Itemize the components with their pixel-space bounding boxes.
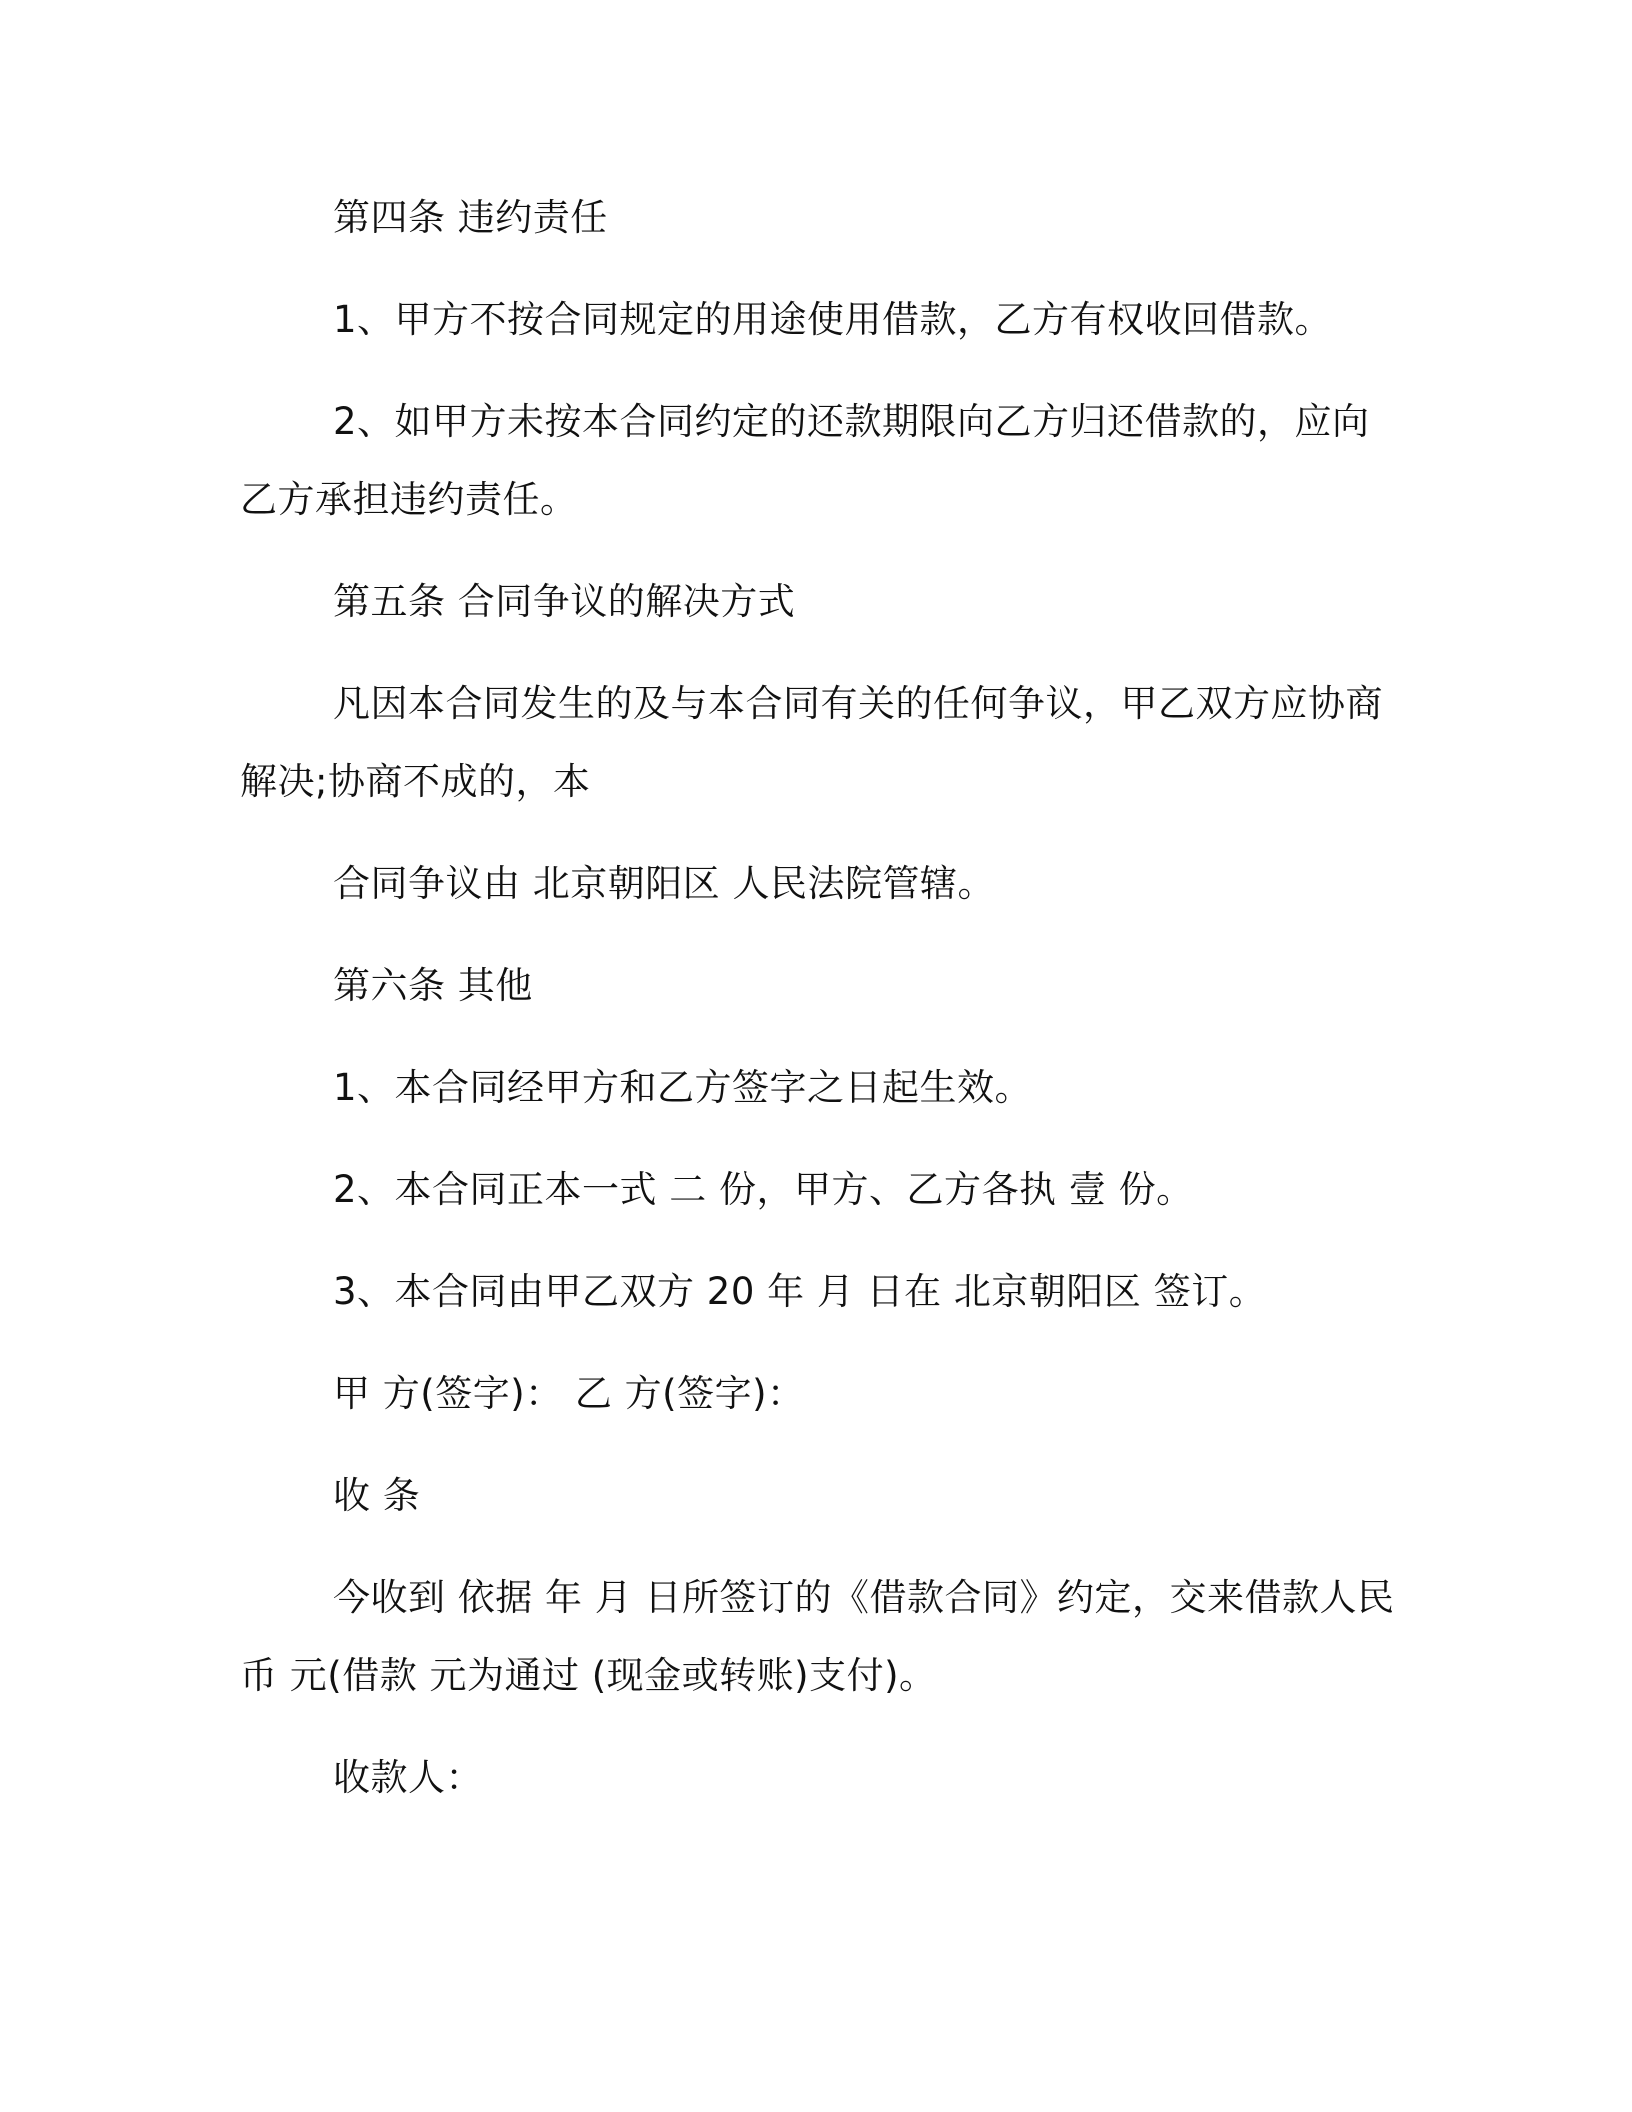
article-4-item-2-line-1: 2、如甲方未按本合同约定的还款期限向乙方归还借款的，应向 <box>333 400 1370 443</box>
receipt-text-line-2: 币 元(借款 元为通过 (现金或转账)支付)。 <box>240 1654 937 1697</box>
article-5-paragraph-line-2: 解决;协商不成的，本 <box>240 760 591 803</box>
article-5-title: 第五条 合同争议的解决方式 <box>333 580 796 623</box>
article-6-item-2: 2、本合同正本一式 二 份，甲方、乙方各执 壹 份。 <box>333 1168 1194 1211</box>
article-6-title: 第六条 其他 <box>333 964 533 1007</box>
article-4-title: 第四条 违约责任 <box>333 196 608 239</box>
article-6-item-3: 3、本合同由甲乙双方 20 年 月 日在 北京朝阳区 签订。 <box>333 1270 1267 1313</box>
receipt-text-line-1: 今收到 依据 年 月 日所签订的《借款合同》约定，交来借款人民 <box>333 1576 1395 1619</box>
article-5-jurisdiction: 合同争议由 北京朝阳区 人民法院管辖。 <box>333 862 996 905</box>
signature-line: 甲 方(签字)： 乙 方(签字)： <box>333 1372 805 1415</box>
payee-label: 收款人： <box>333 1756 483 1799</box>
article-5-paragraph-line-1: 凡因本合同发生的及与本合同有关的任何争议，甲乙双方应协商 <box>333 682 1383 725</box>
receipt-title: 收 条 <box>333 1474 421 1517</box>
article-6-item-1: 1、本合同经甲方和乙方签字之日起生效。 <box>333 1066 1033 1109</box>
article-4-item-1: 1、甲方不按合同规定的用途使用借款，乙方有权收回借款。 <box>333 298 1333 341</box>
article-4-item-2-line-2: 乙方承担违约责任。 <box>240 478 578 521</box>
